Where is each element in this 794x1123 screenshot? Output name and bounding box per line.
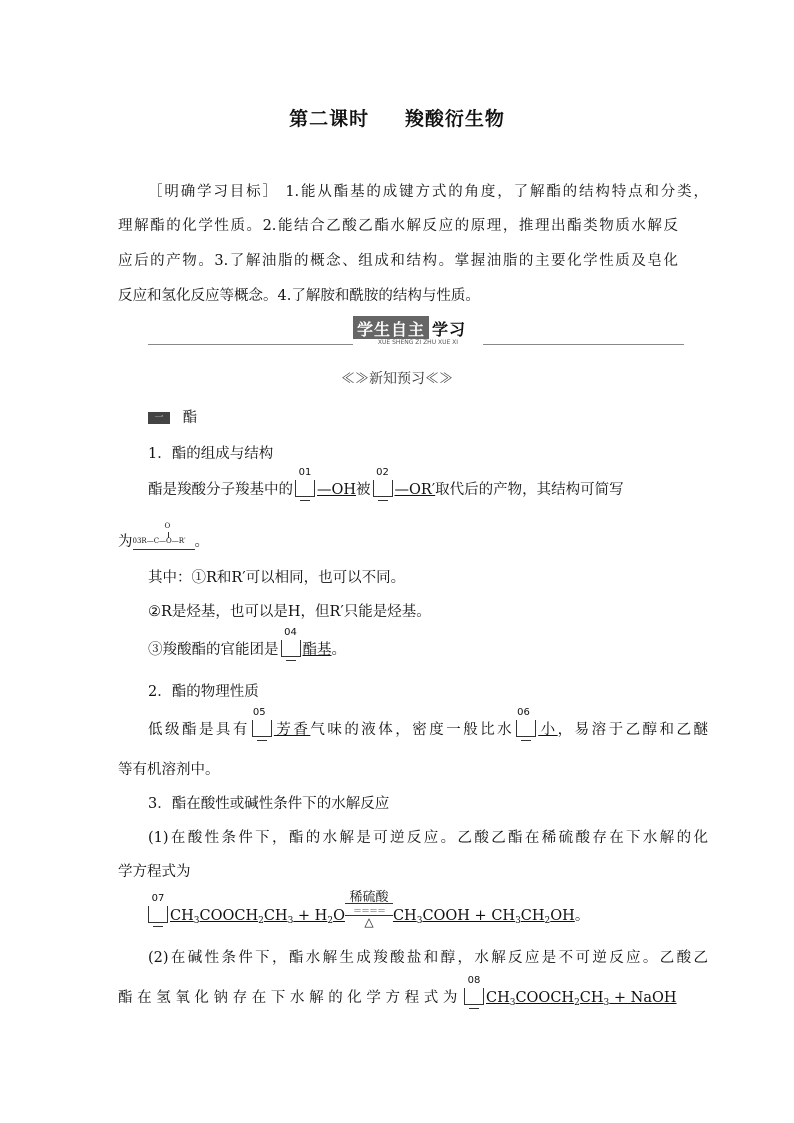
s2-line-1 xyxy=(118,707,709,739)
s1-note-1: 其中：①R和R′可以相同，也可以不同。 xyxy=(148,570,406,586)
condition-heat: △ xyxy=(364,915,374,929)
ester-structure-formula xyxy=(132,522,195,550)
banner-pinyin: XUE SHENG ZI ZHU XUE XI xyxy=(353,339,483,346)
s3-p1-line-2: 学方程式为 xyxy=(118,864,191,880)
equation-end: 。 xyxy=(574,908,590,924)
s1-text-d: 为 xyxy=(118,534,133,550)
blank-07 xyxy=(148,893,168,923)
answer-06: 小 xyxy=(538,722,558,738)
s2-line-2: 等有机溶剂中。 xyxy=(118,762,220,778)
reaction-condition xyxy=(345,890,393,929)
answer-02: —OR′ xyxy=(394,482,436,498)
goals-line-3: 应后的产物。3.了解油脂的概念、组成和结构。掌握油脂的主要化学性质及皂化 xyxy=(118,253,678,269)
blank-number: 05 xyxy=(252,707,266,718)
goals-line-1 xyxy=(118,180,708,201)
section-banner xyxy=(148,314,684,358)
formula-oxygen: O xyxy=(164,522,171,530)
formula-blank-number: 03 xyxy=(132,537,142,545)
s2-heading: 2．酯的物理性质 xyxy=(148,684,259,700)
s1-note-3 xyxy=(118,627,708,659)
s2-text-c: ，易溶于乙醇和乙醚 xyxy=(557,722,709,738)
blank-number: 02 xyxy=(376,467,389,478)
alkaline-equation: $CH_3COOCH_2CH_3$ + NaOH xyxy=(485,990,677,1008)
goals-line-4: 反应和氢化反应等概念。4.了解胺和酰胺的结构与性质。 xyxy=(118,288,480,304)
equation-left: $CH_3COOCH_2CH_3 + H_2O$ xyxy=(170,908,345,926)
s1-note-2: ②R是烃基，也可以是H，但R′只能是烃基。 xyxy=(148,604,431,620)
answer-01: —OH xyxy=(317,482,357,498)
s3-heading: 3．酯在酸性或碱性条件下的水解反应 xyxy=(148,796,390,812)
s3-p1-line-1: (1)在酸性条件下，酯的水解是可逆反应。乙酸乙酯在稀硫酸存在下水解的化 xyxy=(148,830,708,846)
blank-number: 07 xyxy=(151,893,165,904)
goals-text-1: 1.能从酯基的成键方式的角度，了解酯的结构特点和分类， xyxy=(285,184,709,200)
blank-number: 04 xyxy=(284,627,297,638)
blank-number: 08 xyxy=(467,975,481,986)
equation-right: $CH_3COOH + CH_3CH_2OH$ xyxy=(392,908,575,926)
s2-text-b: 气味的液体，密度一般比水 xyxy=(310,722,515,738)
acid-hydrolysis-equation xyxy=(146,890,706,929)
s1-note-3-end: 。 xyxy=(331,642,346,658)
condition-equals: ＝＝＝＝ xyxy=(352,907,385,917)
formula-underline xyxy=(133,549,195,550)
s3-p2-line-1: (2)在碱性条件下，酯水解生成羧酸盐和醇，水解反应是不可逆反应。乙酸乙 xyxy=(148,950,708,966)
condition-catalyst: 稀硫酸 xyxy=(349,890,389,905)
s2-text-a: 低级酯是具有 xyxy=(148,722,250,738)
s1-line-1 xyxy=(118,467,708,499)
blank-02 xyxy=(373,467,393,497)
blank-04 xyxy=(281,627,301,657)
s1-text-e: 。 xyxy=(194,534,209,550)
section-number-icon: 一 xyxy=(148,412,170,424)
s1-text-c: 取代后的产物，其结构可简写 xyxy=(435,482,624,498)
blank-number: 06 xyxy=(517,707,530,718)
s1-heading: 1．酯的组成与结构 xyxy=(148,446,274,462)
s3-p2-text: 酯 在 氢 氧 化 钠 存 在 下 水 解 的 化 学 方 程 式 为 xyxy=(118,990,458,1006)
s1-text-a: 酯是羧酸分子羧基中的 xyxy=(148,482,293,498)
blank-08 xyxy=(464,975,484,1005)
answer-04: 酯基 xyxy=(302,642,332,658)
answer-05: 芳香 xyxy=(273,722,311,738)
formula-chain-text: R—C—O—R′ xyxy=(141,537,186,545)
banner-badge-box: 学生自主 xyxy=(353,316,429,341)
blank-01 xyxy=(295,467,315,497)
goals-line-2: 理解酯的化学性质。2.能结合乙酸乙酯水解反应的原理，推理出酯类物质水解反 xyxy=(118,218,678,234)
banner-badge xyxy=(353,316,466,341)
lesson-number: 第二课时 xyxy=(289,108,370,130)
blank-05 xyxy=(252,707,272,737)
page-title xyxy=(0,104,794,131)
s3-p2-line-2 xyxy=(118,975,678,1008)
formula-chain xyxy=(133,537,186,545)
blank-06 xyxy=(516,707,536,737)
banner-badge-text: 学习 xyxy=(432,320,467,339)
s1-text-b: 被 xyxy=(356,482,371,498)
blank-number: 01 xyxy=(298,467,312,478)
s1-note-3-text: ③羧酸酯的官能团是 xyxy=(148,642,279,658)
goals-label: ［明确学习目标］ xyxy=(148,184,279,200)
subheading: ≪≫新知预习≪≫ xyxy=(341,371,453,387)
lesson-topic: 羧酸衍生物 xyxy=(404,108,505,130)
s1-line-2 xyxy=(118,522,678,551)
section-label: 酯 xyxy=(182,410,198,426)
section-heading xyxy=(118,406,708,427)
